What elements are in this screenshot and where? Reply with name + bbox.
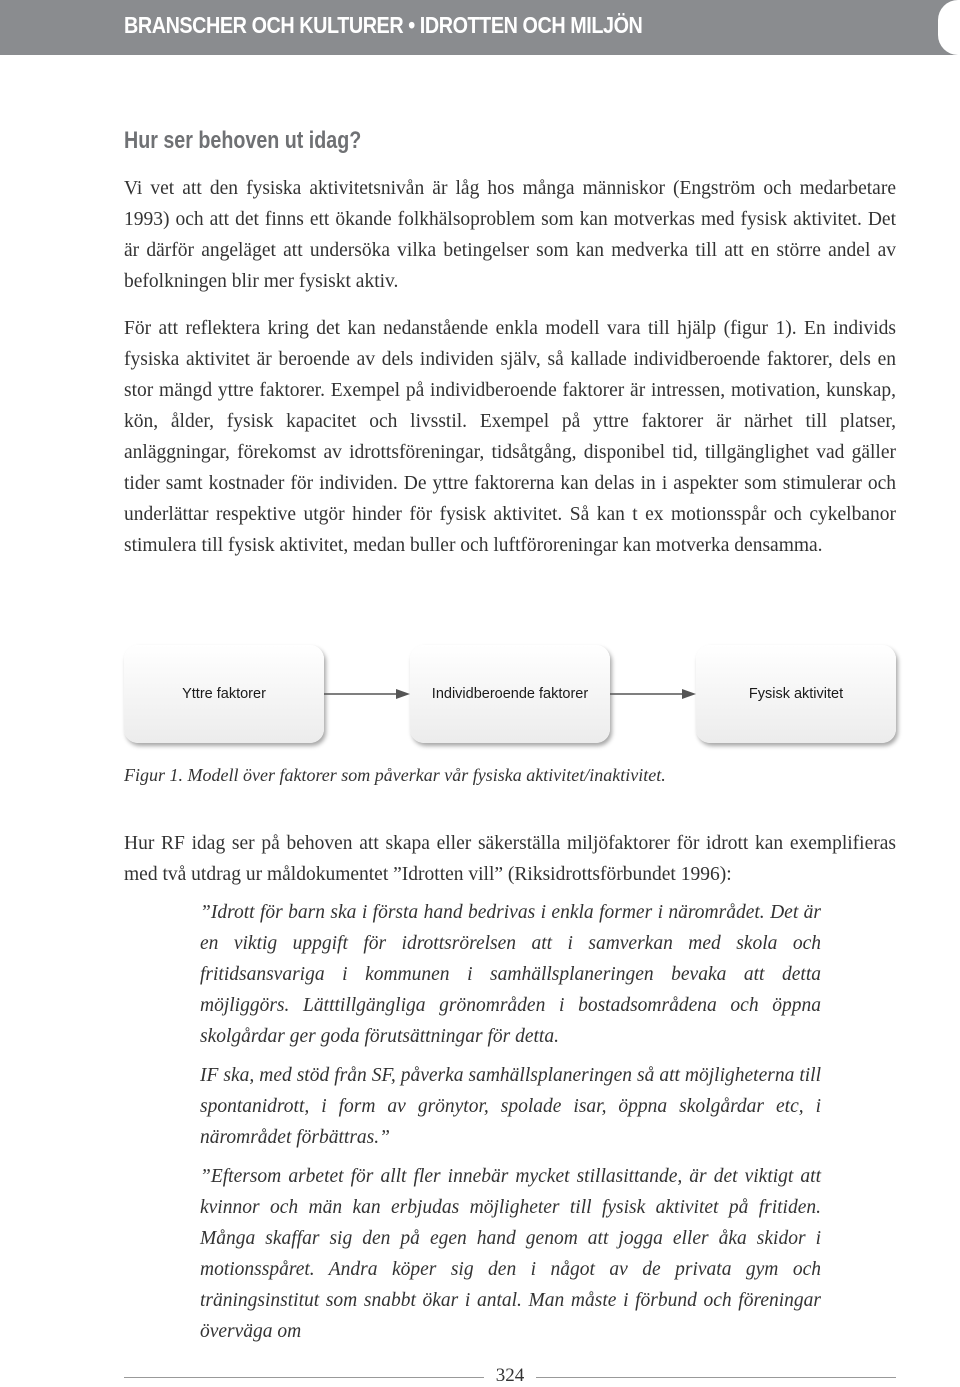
header-band xyxy=(0,0,960,55)
header-tab-notch xyxy=(938,0,960,55)
body-paragraph-2: För att reflektera kring det kan nedanstående enkla modell vara till hjälp (figur 1). En individs fysiska aktivitet är beroende av dels individen själv, så kallade individberoende faktorer, dels en stor mängd yttre faktorer. Exempel på individberoende faktorer är intressen, motivation, kunskap, kön, ålder, fysisk kapacitet och livsstil. Exempel på yttre faktorer är närhet till platser, anläggningar, förekomst av idrottsföreningar, tidsåtgång, disponibel tid, tillgänglighet vad gäller tider samt kostnader för individen. De yttre faktorerna kan delas in i aspekter som stimulerar och underlättar respektive utgör hinder för fysisk aktivitet. Så kan t ex motionsspår och cykelbanor stimulera till fysisk aktivitet, medan buller och luftföroreningar kan motverka densamma. xyxy=(124,318,896,556)
box-individberoende-faktorer: Individberoende faktorer xyxy=(410,645,610,743)
block-quote-2: IF ska, med stöd från SF, påverka samhällsplaneringen så att möjligheterna till spontanidrott, i form av grönytor, spolade isar, öppna skolgårdar etc, i närområdet förbättras.” xyxy=(200,1065,821,1148)
figure-caption: Figur 1. Modell över faktorer som påverkar vår fysiska aktivitet/inaktivitet. xyxy=(124,765,666,785)
running-header: BRANSCHER OCH KULTURER • IDROTTEN OCH MILJÖN xyxy=(124,12,643,38)
block-quote-1: ”Idrott för barn ska i första hand bedrivas i enkla former i närområdet. Det är en viktig uppgift för idrottsrörelsen att i samverkan med skola och fritidsansvariga i kommunen i samhällsplaneringen bevaka att detta möjliggörs. Lätttillgängliga grönområden i bostadsområdena och öppna skolgårdar ger goda förutsättningar för detta. xyxy=(200,902,821,1047)
body-paragraph-1: Vi vet att den fysiska aktivitetsnivån är låg hos många människor (Engström och medarbetare 1993) och att det finns ett ökande folkhälsoproblem som kan motverkas med fysisk aktivitet. Det är därför angeläget att undersöka vilka betingelser som kan medverka till att en större andel av befolkningen blir mer fysiskt aktiv. xyxy=(124,178,896,292)
figure-model-diagram xyxy=(124,645,896,745)
arrow-right-icon xyxy=(324,689,410,699)
body-paragraph-3: Hur RF idag ser på behoven att skapa eller säkerställa miljöfaktorer för idrott kan exemplifieras med två utdrag ur måldokumentet ”Idrotten vill” (Riksidrottsförbundet 1996): xyxy=(124,833,896,885)
footer-rule-right xyxy=(536,1377,896,1378)
box-yttre-faktorer: Yttre faktorer xyxy=(124,645,324,743)
section-heading: Hur ser behoven ut idag? xyxy=(124,127,362,154)
page-number: 324 xyxy=(495,1365,525,1386)
arrow-right-icon xyxy=(610,689,696,699)
footer-rule-left xyxy=(124,1377,484,1378)
block-quote-3: ”Eftersom arbetet för allt fler innebär mycket stillasittande, är det viktigt att kvinnor och män kan erbjudas möjligheter till fysisk aktivitet på fritiden. Många skaffar sig den på egen hand genom att jogga eller åka skidor i motionsspåret. Andra köper sig den i något av de privata gym och träningsinstitut som snabbt ökar i antal. Man måste i förbund och föreningar överväga om xyxy=(200,1166,821,1342)
box-fysisk-aktivitet: Fysisk aktivitet xyxy=(696,645,896,743)
